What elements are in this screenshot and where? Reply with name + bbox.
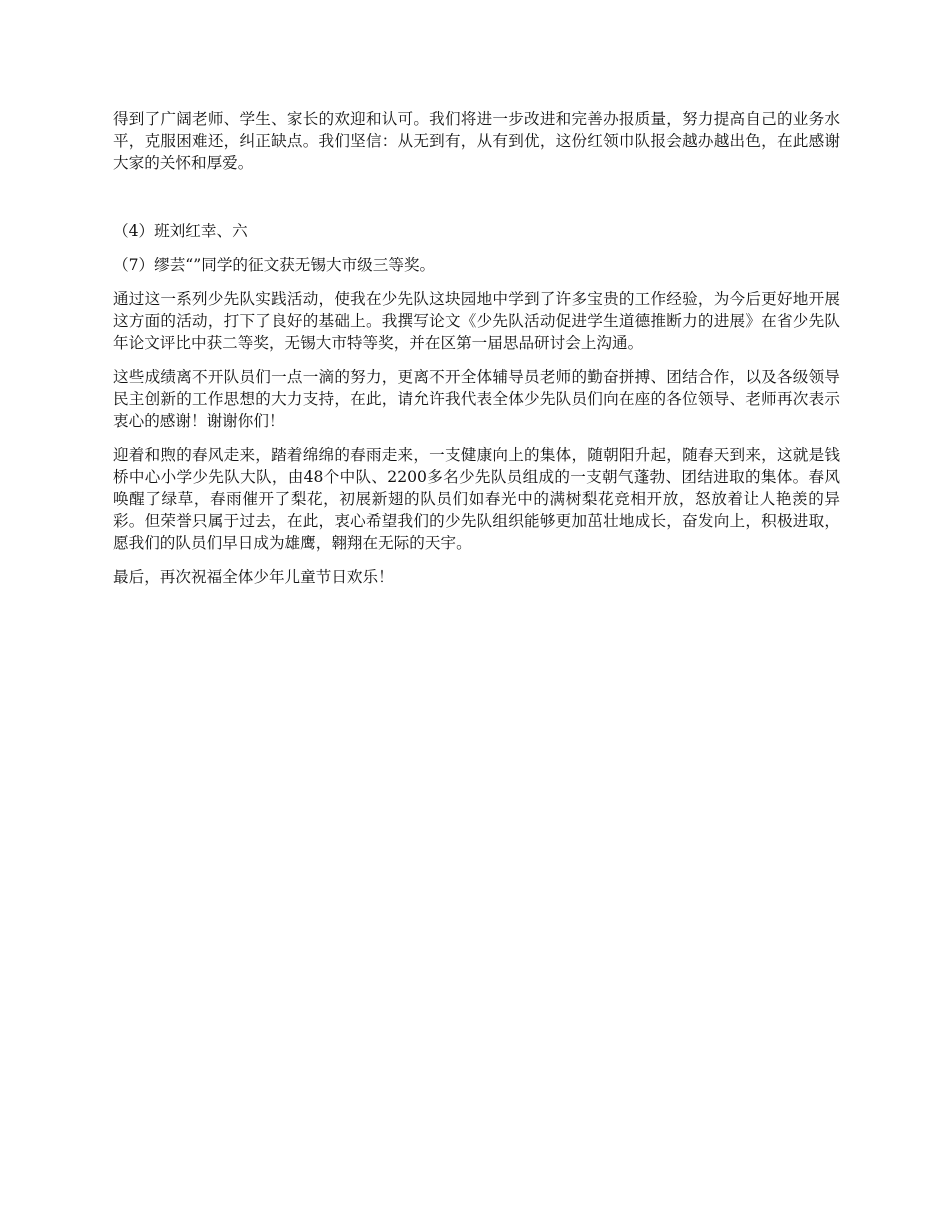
paragraph-7: 最后，再次祝福全体少年儿童节日欢乐！ [113, 568, 394, 586]
paragraph-2: （4）班刘红幸、六 [113, 222, 248, 240]
paragraph-6: 迎着和煦的春风走来，踏着绵绵的春雨走来，一支健康向上的集体，随朝阳升起，随春天到来，这就是钱桥中心小学少先队大队，由48个中队、2200多名少先队员组成的一支朝气蓬勃、团结进取的集体。春风唤醒了绿草，春雨催开了梨花，初展新翅的队员们如春光中的满树梨花竞相开放，怒放着让人艳羡的异彩。但荣誉只属于过去，在此，衷心希望我们的少先队组织能够更加茁壮地成长，奋发向上，积极进取，愿我们的队员们早日成为雄鹰，翱翔在无际的天宇。 [113, 446, 840, 552]
paragraph-gap [113, 186, 840, 220]
paragraph-3: （7）缪芸“”同学的征文获无锡大市级三等奖。 [113, 256, 436, 274]
paragraph-4: 通过这一系列少先队实践活动，使我在少先队这块园地中学到了许多宝贵的工作经验，为今后更好地开展这方面的活动，打下了良好的基础上。我撰写论文《少先队活动促进学生道德推断力的进展》在省少先队年论文评比中获二等奖，无锡大市特等奖，并在区第一届思品研讨会上沟通。 [113, 290, 840, 352]
document-body [113, 108, 840, 600]
paragraph-1: 得到了广阔老师、学生、家长的欢迎和认可。我们将进一步改进和完善办报质量，努力提高自己的业务水平，克服困难还，纠正缺点。我们坚信：从无到有，从有到优，这份红领巾队报会越办越出色，在此感谢大家的关怀和厚爱。 [113, 110, 840, 172]
paragraph-5: 这些成绩离不开队员们一点一滴的努力，更离不开全体辅导员老师的勤奋拼搏、团结合作，以及各级领导民主创新的工作思想的大力支持，在此，请允许我代表全体少先队员们向在座的各位领导、老师再次表示衷心的感谢！谢谢你们！ [113, 368, 840, 430]
